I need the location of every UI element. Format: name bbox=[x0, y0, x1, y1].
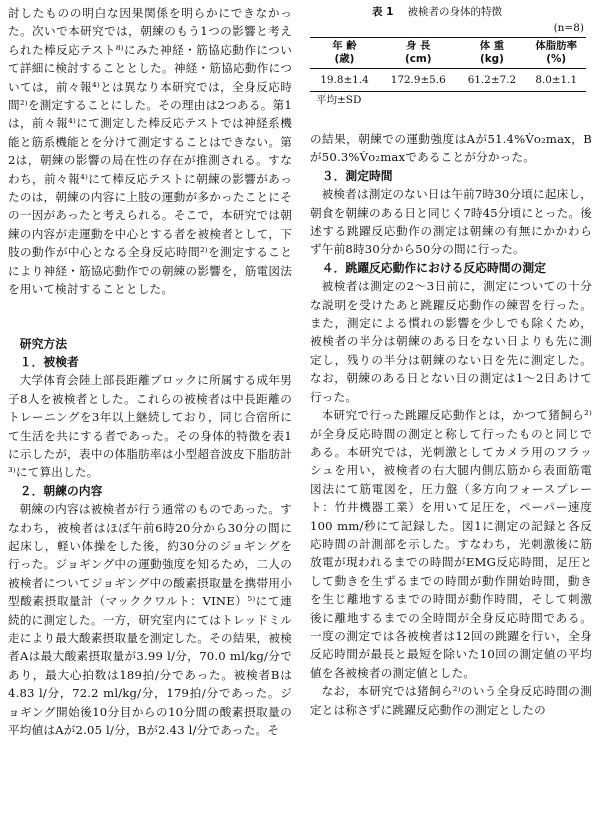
table-caption bbox=[310, 4, 592, 20]
continued-paragraph: の結果，朝練での運動強度はAが51.4%V̇o₂max，Bが50.3%V̇o₂maxであることが分かった。 bbox=[310, 132, 592, 165]
content-heading: ２．朝練の内容 bbox=[19, 483, 103, 498]
header-body-fat: 体脂肪率 (%) bbox=[526, 38, 586, 69]
table-header-row bbox=[310, 38, 586, 69]
timing-paragraph: 被検者は測定のない日は午前7時30分頃に起床し，朝食を朝練のある日と同じく7時45分頃にとった。後述する跳躍反応動作の測定は朝練の有無にかかわらず午前8時30分から50分の間に行った。 bbox=[310, 187, 592, 257]
left-column bbox=[8, 4, 292, 739]
subjects-paragraph: 大学体育会陸上部長距離ブロックに所属する成年男子8人を被検者とした。これらの被検者は中長距離のトレーニングを3年以上継続しており，同じ合宿所にて生活を共にする者であった。その身体的特徴を表1に示したが，表中の体脂肪率は小型超音波皮下脂肪計³⁾にて算出した。 bbox=[8, 373, 292, 480]
measurement-heading: ４．跳躍反応動作における反応時間の測定 bbox=[321, 260, 546, 275]
cell-height: 172.9±5.6 bbox=[379, 69, 457, 92]
timing-heading: ３．測定時間 bbox=[321, 168, 393, 183]
right-column bbox=[310, 4, 592, 719]
methods-heading: 研究方法 bbox=[19, 336, 67, 351]
cell-weight: 61.2±7.2 bbox=[457, 69, 526, 92]
subjects-heading: １．被検者 bbox=[19, 354, 79, 369]
measurement-paragraph-2: 本研究で行った跳躍反応動作とは，かつて猪飼ら²⁾が全身反応時間の測定と称して行ったものと同じである。本研究では，光刺激としてカメラ用のフラッシュを用い，被検者の右大腿内側広筋から表面筋電図法にて筋電図を，圧力盤（多方向フォースプレート：竹井機器工業）を用いて足圧を，ペーパー速度100 mm/秒にて記録した。図1に測定の記録と各反応時間の計測部を示した。すなわち，光刺激後に筋放電が現われるまでの時間がEMG反応時間，足圧として動きを生ずるまでの時間が動作開始時間，動きを生じ離地するまでの時間が動作時間，そして刺激後に離地するまでの全時間が全身反応時間である。一度の測定では各被検者は12回の跳躍を行い，全身反応時間が最長と最短を除いた10回の測定値の平均値を各被検者の測定値とした。 bbox=[310, 408, 592, 680]
cell-age: 19.8±1.4 bbox=[310, 69, 379, 92]
subject-characteristics-table bbox=[310, 37, 586, 92]
cell-body-fat: 8.0±1.1 bbox=[526, 69, 586, 92]
table-title: 被検者の身体的特徴 bbox=[407, 6, 502, 18]
header-age: 年 齢 (歳) bbox=[310, 38, 379, 69]
table-sample-size: (n=8) bbox=[553, 22, 584, 34]
table-row bbox=[310, 69, 586, 92]
table-note: 平均±SD bbox=[316, 94, 362, 106]
measurement-paragraph-3: なお，本研究では猪飼ら²⁾のいう全身反応時間の測定とは称さずに跳躍反応動作の測定としたの bbox=[310, 684, 592, 717]
header-height: 身 長 (cm) bbox=[379, 38, 457, 69]
intro-paragraph: 討したものの明白な因果関係を明らかにできなかった。次いで本研究では，朝練のもう1つの影響と考えられた棒反応テスト⁸⁾にみた神経・筋協応動作について詳細に検討することとした。神経・筋協応動作については，前々報⁴⁾とは異なり本研究では，全身反応時間²⁾を測定することにした。その理由は2つある。第1は，前々報⁴⁾にて測定した棒反応テストでは神経系機能と筋系機能とを分けて測定することはできない。第2は，朝練の影響の局在性の存在が推測される。すなわち，前々報⁴⁾にて棒反応テストに朝練の影響があったのは，朝練の内容に上肢の運動が多かったことにその一因があったと考えられる。そこで，本研究では朝練の内容が走運動を中心とする者を被検者として，下肢の動作が中心となる全身反応時間²⁾を測定することにより神経・筋協応動作での朝練の影響を，筋電図法を用いて検討することとした。 bbox=[8, 6, 292, 297]
header-weight: 体 重 (kg) bbox=[457, 38, 526, 69]
table-label: 表 1 bbox=[372, 6, 394, 18]
content-paragraph: 朝練の内容は被検者が行う通常のものであった。すなわち，被検者はほぼ午前6時20分から30分の間に起床し，軽い体操をした後，約30分のジョギングを行った。ジョギング中の運動強度を知るため，二人の被検者についてジョギング中の酸素摂取量を携帯用小型酸素摂取量計（マッククワルト：VINE）⁵⁾にて連続的に測定した。一方，研究室内にてはトレッドミル走により最大酸素摂取量を測定した。その結果，被検者Aは最大酸素摂取量が3.99 l/分，70.0 ml/kg/分であり，最大心拍数は189拍/分であった。被検者Bは4.83 l/分，72.2 ml/kg/分，179拍/分であった。ジョギング開始後10分目からの10分間の酸素摂取量の平均値はAが2.05 l/分，Bが2.43 l/分であった。そ bbox=[8, 502, 292, 738]
measurement-paragraph-1: 被検者は測定の2〜3日前に，測定についての十分な説明を受けたあと跳躍反応動作の練習を行った。また，測定による慣れの影響を少しでも除くため，被検者の半分は朝練のある日をない日よりも先に測定し，残りの半分は朝練のない日を先に測定した。なお，朝練のある日とない日の測定は1〜2日あけて行った。 bbox=[310, 279, 592, 404]
